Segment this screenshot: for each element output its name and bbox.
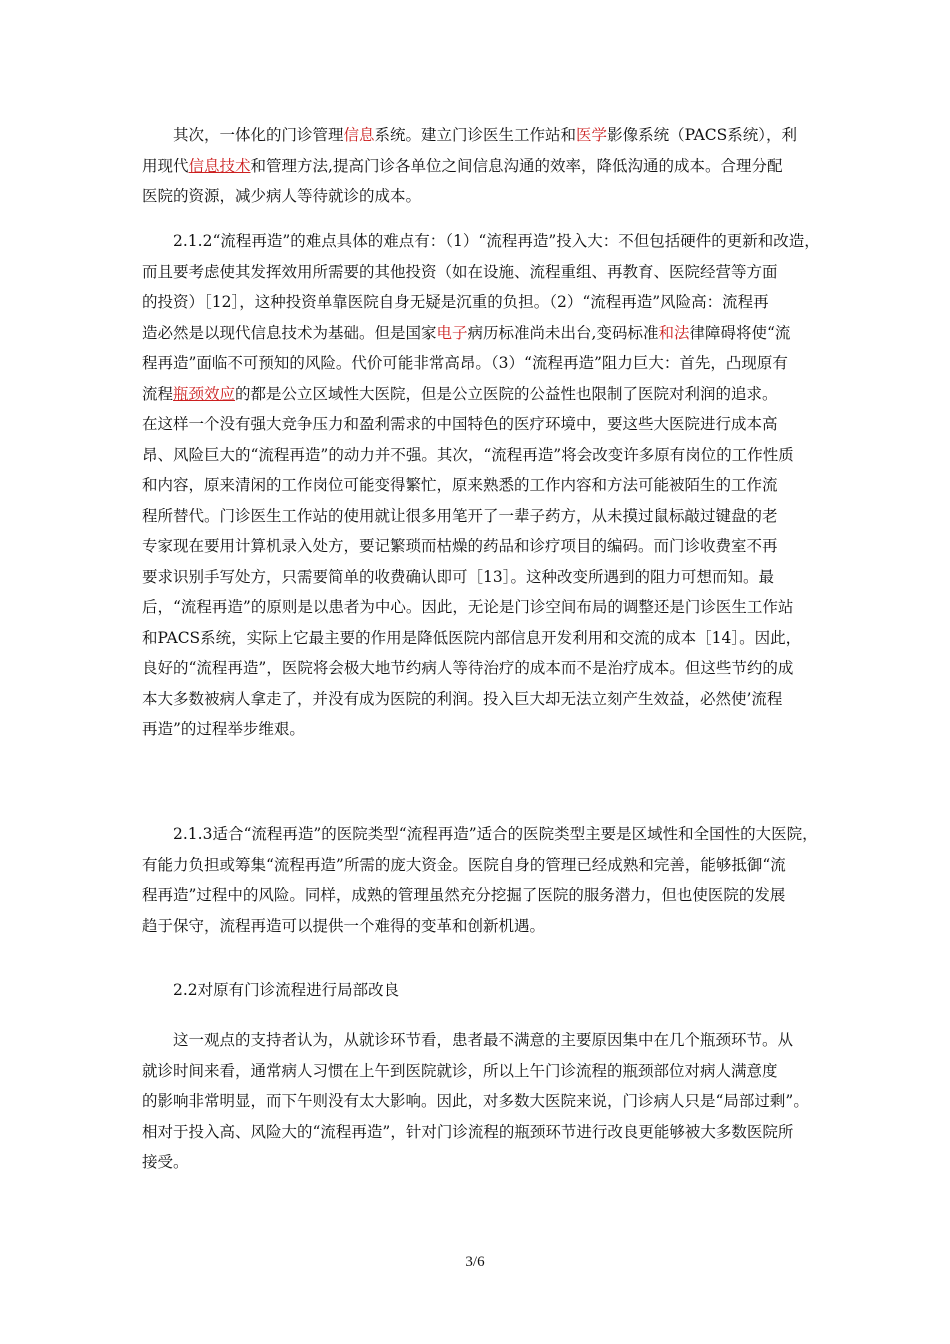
text-line — [142, 120, 818, 151]
text-line — [142, 181, 818, 212]
text-line — [142, 911, 818, 942]
text-line — [142, 562, 818, 593]
text-run: 程再造”面临不可预知的风险。代价可能非常高昂。（3）“流程再造”阻力巨大：首先，凸现原有 — [142, 354, 788, 372]
text-run: 昂、风险巨大的“流程再造”的动力并不强。其次，“流程再造”将会改变许多原有岗位的工作性质 — [142, 445, 794, 464]
text-run: 和PACS系统，实际上它最主要的作用是降低医院内部信息开发利用和交流的成本［14］。因此， — [142, 628, 802, 647]
highlighted-term: 信息 — [343, 126, 375, 144]
text-line — [142, 1025, 818, 1056]
text-run: 后，“流程再造”的原则是以患者为中心。因此，无论是门诊空间布局的调整还是门诊医生工作站 — [142, 598, 794, 616]
text-line — [142, 348, 818, 379]
highlighted-term: 医学 — [576, 126, 608, 144]
text-run: 其次，一体化的门诊管理 — [142, 126, 344, 144]
text-run: 而且要考虑使其发挥效用所需要的其他投资（如在设施、流程重组、再教育、医院经营等方面 — [142, 262, 778, 281]
highlighted-term: 和法 — [658, 323, 690, 342]
text-run: 用现代 — [142, 156, 189, 175]
paragraph-2-1-3-suitable-hospitals — [142, 819, 818, 941]
text-line — [142, 592, 818, 623]
text-run: 的影响非常明显，而下午则没有太大影响。因此，对多数大医院来说，门诊病人只是“局部过剩”。 — [142, 1092, 809, 1110]
text-line — [142, 1086, 818, 1117]
text-line — [142, 653, 818, 684]
text-run: 本大多数被病人拿走了，并没有成为医院的利润。投入巨大却无法立刻产生效益，必然使’流程 — [142, 689, 783, 708]
text-run: 有能力负担或筹集“流程再造”所需的庞大资金。医院自身的管理已经成熟和完善，能够抵御“流 — [142, 855, 786, 874]
text-line — [142, 318, 818, 349]
text-run: 趋于保守，流程再造可以提供一个难得的变革和创新机遇。 — [142, 916, 546, 935]
text-line — [142, 623, 818, 654]
section-heading-2-2 — [142, 975, 818, 1006]
text-line — [142, 1147, 818, 1178]
hyperlink-term[interactable]: 瓶颈效应 — [173, 384, 236, 403]
text-line — [142, 287, 818, 318]
text-line — [142, 151, 818, 182]
text-line — [142, 714, 818, 745]
text-line — [142, 684, 818, 715]
text-run: 良好的“流程再造”，医院将会极大地节约病人等待治疗的成本而不是治疗成本。但这些节约的成 — [142, 659, 794, 677]
text-line — [142, 226, 818, 257]
page-number: 3/6 — [465, 1254, 485, 1270]
text-line — [142, 531, 818, 562]
text-line — [142, 440, 818, 471]
paragraph-integrated-outpatient-system — [142, 120, 818, 212]
text-run: 2.1.3适合“流程再造”的医院类型“流程再造”适合的医院类型主要是区域性和全国性的大医院， — [142, 825, 818, 843]
text-line — [142, 880, 818, 911]
text-run: 和管理方法,提高门诊各单位之间信息沟通的效率，降低沟通的成本。合理分配 — [250, 156, 783, 175]
text-run: 2.1.2“流程再造”的难点具体的难点有：（1）“流程再造”投入大：不但包括硬件的更新和改造， — [142, 232, 820, 250]
text-run: 系统。建立门诊医生工作站和 — [374, 126, 577, 144]
text-line — [142, 1117, 818, 1148]
text-line — [142, 379, 818, 410]
text-run: 造必然是以现代信息技术为基础。但是国家 — [142, 323, 437, 342]
text-line — [142, 409, 818, 440]
text-run: 这一观点的支持者认为，从就诊环节看，患者最不满意的主要原因集中在几个瓶颈环节。从 — [142, 1031, 794, 1049]
text-run: 专家现在要用计算机录入处方，要记繁琐而枯燥的药品和诊疗项目的编码。而门诊收费室不再 — [142, 537, 778, 555]
text-run: 流程 — [142, 384, 174, 403]
text-line — [142, 975, 818, 1006]
highlighted-term: 电子 — [436, 323, 468, 342]
text-line — [142, 257, 818, 288]
hyperlink-term[interactable]: 信息技术 — [188, 156, 251, 175]
text-line — [142, 850, 818, 881]
text-run: 相对于投入高、风险大的“流程再造”，针对门诊流程的瓶颈环节进行改良更能够被大多数医院所 — [142, 1122, 794, 1141]
text-run: 接受。 — [142, 1153, 189, 1171]
text-run: 2.2对原有门诊流程进行局部改良 — [142, 981, 400, 999]
text-line — [142, 501, 818, 532]
text-run: 程所替代。门诊医生工作站的使用就让很多用笔开了一辈子药方，从未摸过鼠标敲过键盘的老 — [142, 506, 778, 525]
text-run: 的投资）［12］，这种投资单靠医院自身无疑是沉重的负担。（2）“流程再造”风险高：流程再 — [142, 293, 769, 311]
text-run: 律障碍将使“流 — [689, 323, 791, 342]
text-line — [142, 470, 818, 501]
text-run: 就诊时间来看，通常病人习惯在上午到医院就诊，所以上午门诊流程的瓶颈部位对病人满意度 — [142, 1061, 778, 1080]
text-run: 的都是公立区域性大医院，但是公立医院的公益性也限制了医院对利润的追求。 — [235, 384, 778, 403]
text-run: 影像系统（PACS系统），利 — [607, 126, 797, 144]
text-line — [142, 1056, 818, 1087]
text-run: 医院的资源，减少病人等待就诊的成本。 — [142, 187, 422, 205]
text-run: 程再造”过程中的风险。同样，成熟的管理虽然充分挖掘了医院的服务潜力，但也使医院的发展 — [142, 886, 786, 904]
text-run: 再造”的过程举步维艰。 — [142, 720, 305, 738]
paragraph-2-1-2-difficulties — [142, 226, 818, 745]
text-run: 在这样一个没有强大竞争压力和盈利需求的中国特色的医疗环境中，要这些大医院进行成本高 — [142, 415, 778, 433]
text-run: 病历标准尚未出台,变码标准 — [467, 323, 659, 342]
text-run: 要求识别手写处方，只需要简单的收费确认即可［13］。这种改变所遇到的阻力可想而知。最 — [142, 567, 774, 586]
text-line — [142, 819, 818, 850]
paragraph-bottleneck-improvement — [142, 1025, 818, 1178]
text-run: 和内容，原来清闲的工作岗位可能变得繁忙，原来熟悉的工作内容和方法可能被陌生的工作流 — [142, 476, 778, 494]
